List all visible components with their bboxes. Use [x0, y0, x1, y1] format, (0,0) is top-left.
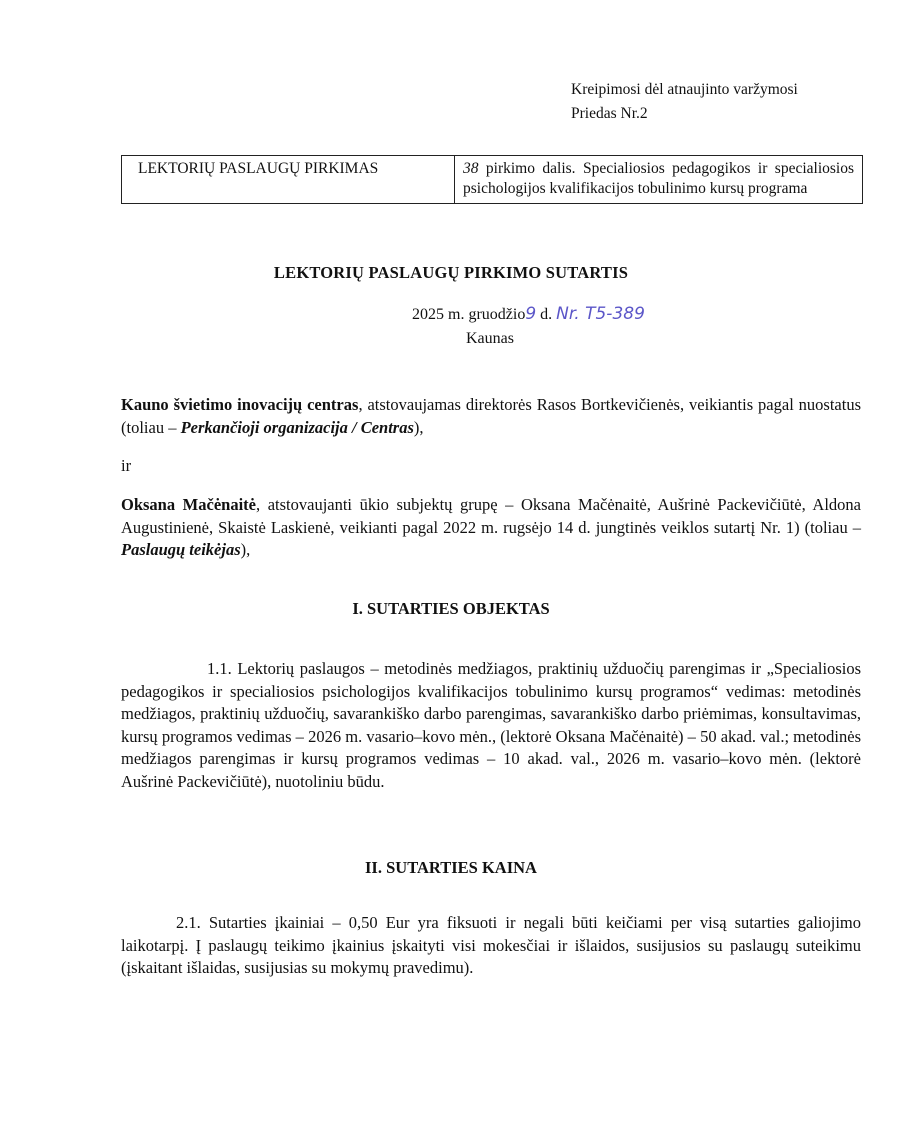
- procurement-table-row: [122, 156, 863, 204]
- party2-name: Oksana Mačėnaitė: [121, 495, 256, 514]
- party2-text-a: , atstovaujanti ūkio subjektų grupę – Oksana Mačėnaitė, Aušrinė Packevičiūtė, Aldona Augustinienė, Skaistė Laskienė, veikianti pagal 2022 m. rugsėjo 14 d. jungtinės veiklos sutartį Nr. 1) (toliau –: [121, 495, 861, 537]
- conjunction: ir: [121, 456, 132, 475]
- party1-name: Kauno švietimo inovacijų centras: [121, 395, 359, 414]
- date-d: d.: [536, 306, 553, 323]
- section2-clause: 2.1. Sutarties įkainiai – 0,50 Eur yra fiksuoti ir negali būti keičiami per visą sutarties galiojimo laikotarpį. Į paslaugų teikimo įkainius įskaityti visi mokesčiai ir išlaidos, susijusios su paslaugų suteikimu (įskaitant išlaidas, susijusias su mokymų pravedimu).: [121, 913, 861, 977]
- procurement-type-cell: LEKTORIŲ PASLAUGŲ PIRKIMAS: [122, 156, 455, 204]
- contract-date-line: [412, 304, 645, 324]
- party1-alias: Perkančioji organizacija / Centras: [180, 417, 414, 437]
- handwritten-day: 9: [525, 304, 537, 324]
- party1-paragraph: [121, 394, 861, 439]
- annex-header-note: [571, 78, 798, 126]
- date-printed: 2025 m. gruodžio: [412, 306, 526, 323]
- procurement-part-cell: [455, 156, 863, 204]
- procurement-table: [121, 155, 863, 204]
- handwritten-number: Nr. T5-389: [556, 304, 645, 324]
- party1-text-b: ),: [413, 417, 424, 437]
- annex-header-line2: Priedas Nr.2: [571, 105, 648, 122]
- section1-clause: 1.1. Lektorių paslaugos – metodinės medžiagos, praktinių užduočių parengimas ir „Specialiosios pedagogikos ir specialiosios psichologijos kvalifikacijos tobulinimo kursų programos“ vedimas: metodinės medžiagos, praktinių užduočių, savarankiško darbo parengimas, savarankiško darbo priėmimas, konsultavimas, kursų programos vedimas – 2026 m. vasario–kovo mėn., (lektorė Oksana Mačėnaitė) – 50 akad. val.; metodinės medžiagos parengimas ir kursų programos vedimas – 10 akad. val., 2026 m. vasario–kovo mėn. (lektorė Aušrinė Packevičiūtė), nuotoliniu būdu.: [121, 659, 861, 791]
- section1-heading: I. SUTARTIES OBJEKTAS: [352, 599, 550, 618]
- contract-city: Kaunas: [466, 330, 514, 347]
- annex-header-line1: Kreipimosi dėl atnaujinto varžymosi: [571, 81, 798, 98]
- party2-text-b: ),: [240, 540, 251, 559]
- part-description: pirkimo dalis. Specialiosios pedagogikos ir specialiosios psichologijos kvalifikacijos tobulinimo kursų programa: [463, 160, 854, 197]
- contract-title: LEKTORIŲ PASLAUGŲ PIRKIMO SUTARTIS: [273, 263, 629, 282]
- part-number: 38: [463, 160, 479, 177]
- party1-text-a: , atstovaujamas direktorės Rasos Bortkevičienės, veikiantis pagal nuostatus (toliau –: [121, 395, 862, 437]
- party2-alias: Paslaugų teikėjas: [121, 540, 241, 559]
- section2-heading: II. SUTARTIES KAINA: [365, 858, 537, 877]
- party2-paragraph: [121, 494, 861, 562]
